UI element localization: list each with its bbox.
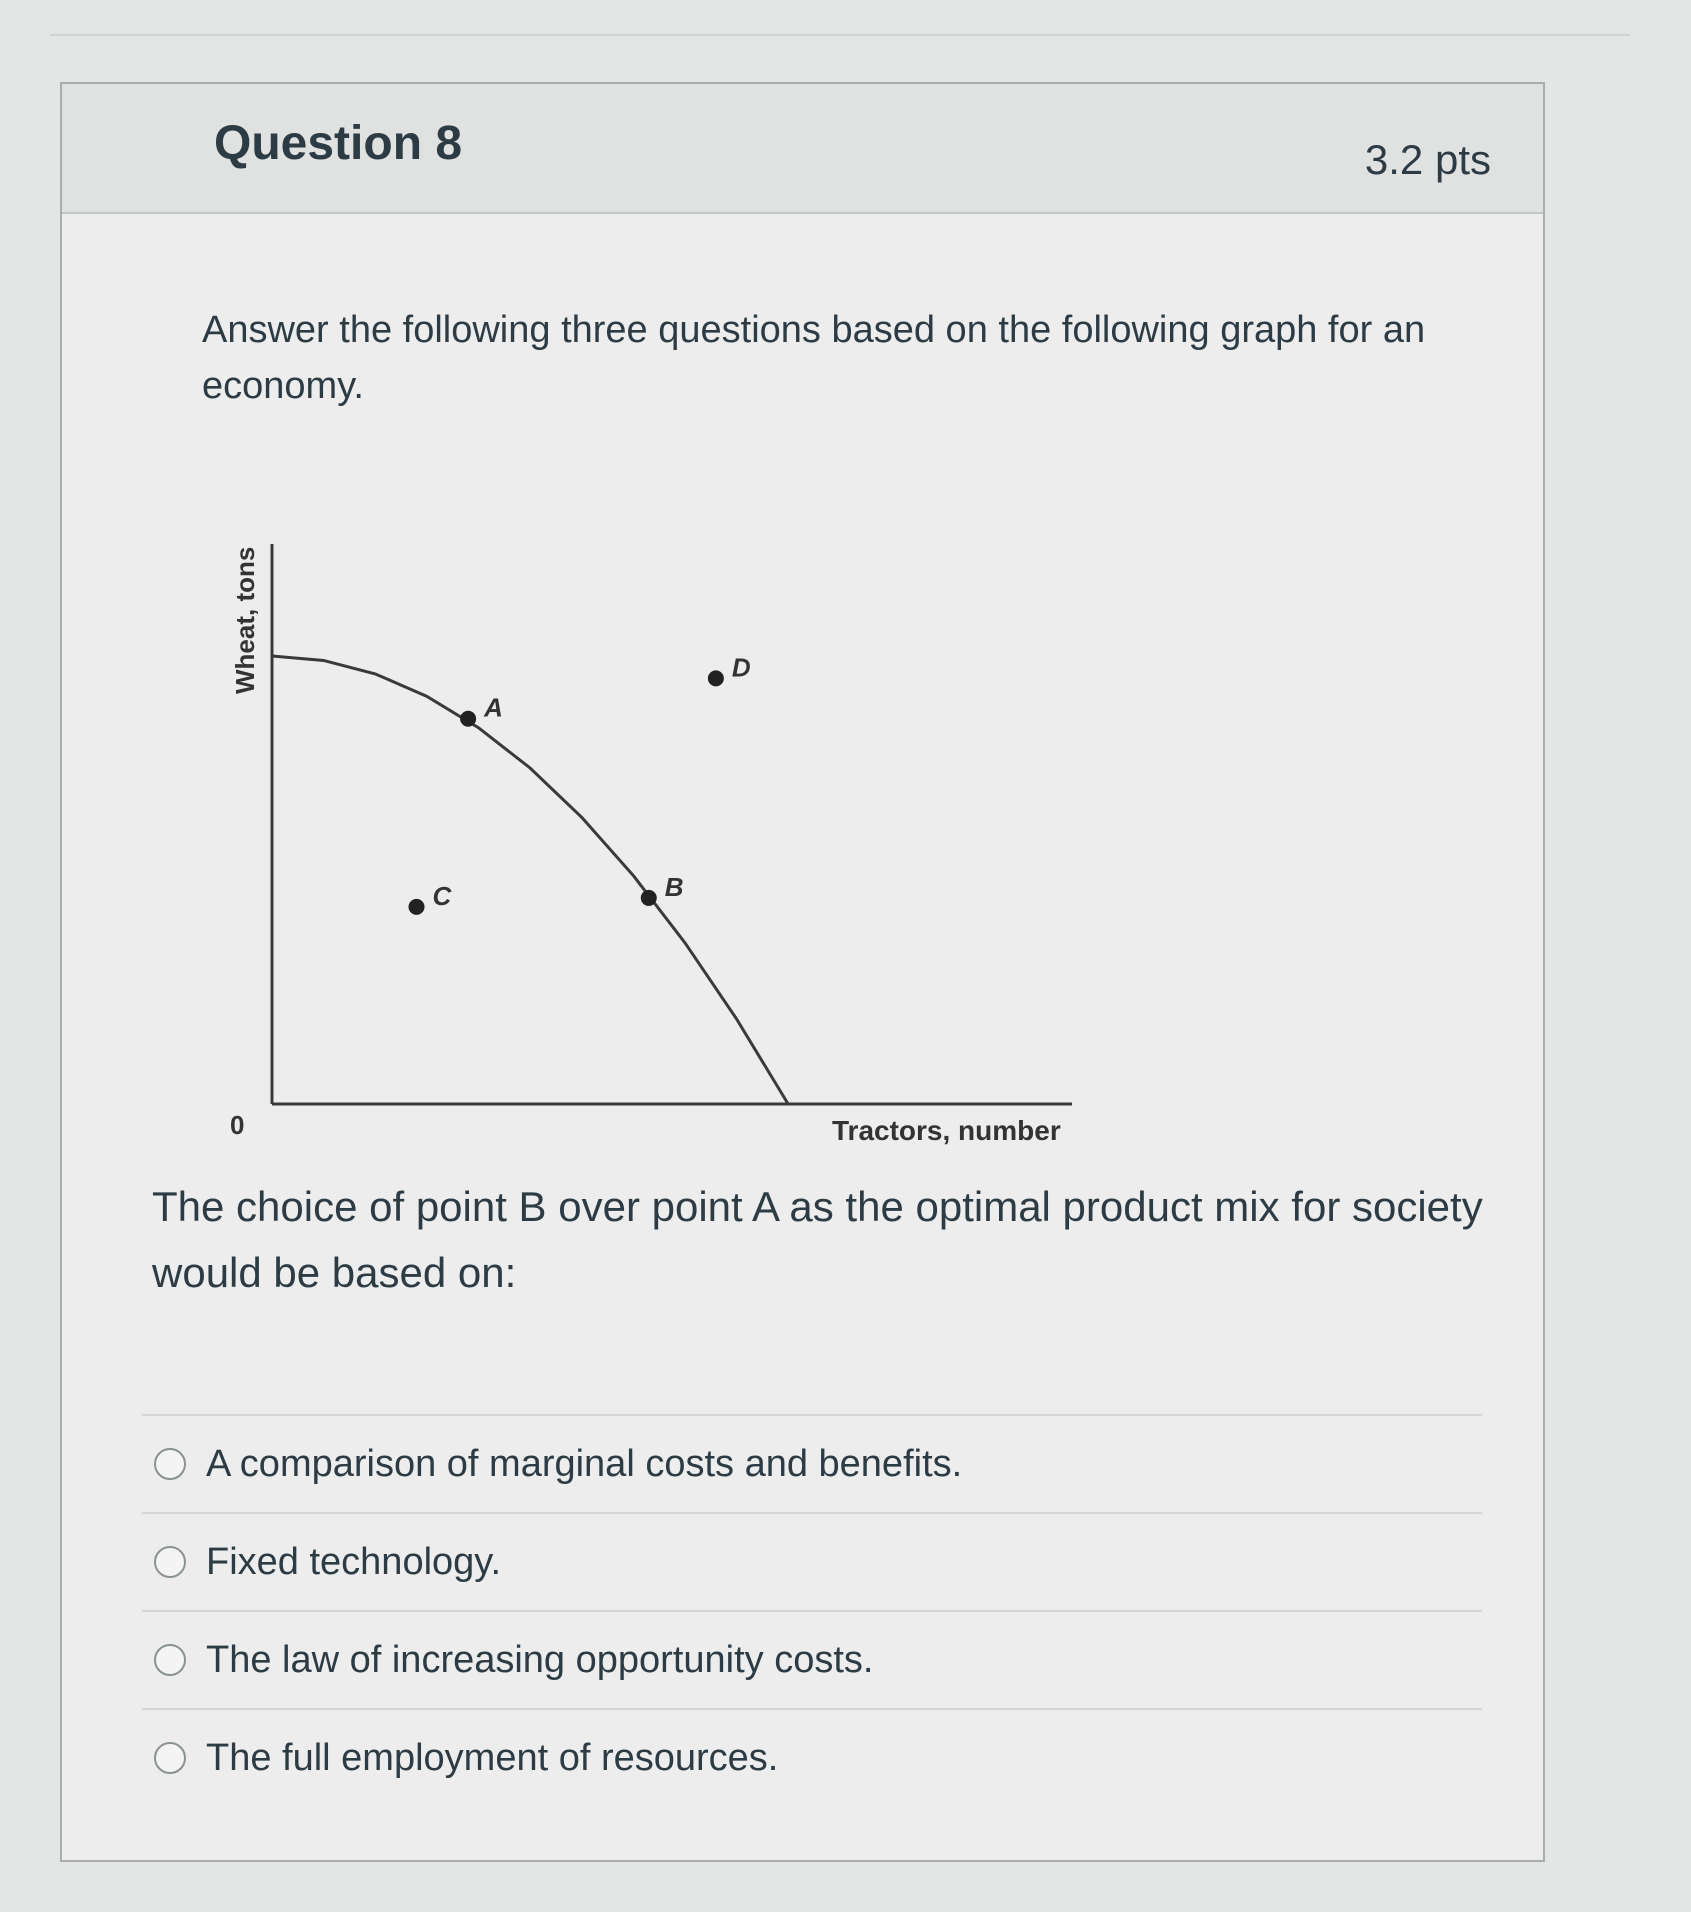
answer-label: The full employment of resources. (206, 1736, 779, 1779)
answer-option[interactable] (142, 1610, 1482, 1708)
answer-option[interactable] (142, 1512, 1482, 1610)
origin-label: 0 (230, 1110, 245, 1140)
question-title: Question 8 (214, 117, 463, 170)
point-c (409, 899, 425, 915)
question-points: 3.2 pts (1364, 136, 1491, 183)
answer-label: The law of increasing opportunity costs. (206, 1638, 874, 1681)
question-card (60, 82, 1545, 1862)
y-axis-label: Wheat, tons (230, 546, 260, 694)
answer-list (142, 1414, 1482, 1806)
question-intro: Answer the following three questions based on the following graph for an economy. (202, 309, 1426, 407)
radio-button[interactable] (154, 1448, 186, 1480)
point-label-d: D (731, 652, 751, 683)
question-prompt: The choice of point B over point A as the optimal product mix for society would be based on: (152, 1183, 1483, 1296)
answer-label: A comparison of marginal costs and benefits. (206, 1442, 963, 1485)
top-divider (50, 34, 1630, 36)
radio-button[interactable] (154, 1742, 186, 1774)
ppf-chart (182, 504, 1082, 1184)
radio-button[interactable] (154, 1546, 186, 1578)
point-label-a: A (484, 692, 503, 723)
point-d (708, 670, 724, 686)
point-b (641, 890, 657, 906)
answer-label: Fixed technology. (206, 1540, 502, 1583)
x-axis-label: Tractors, number (832, 1115, 1061, 1146)
question-header (62, 84, 1543, 214)
radio-button[interactable] (154, 1644, 186, 1676)
answer-option[interactable] (142, 1414, 1482, 1512)
point-label-c: C (432, 880, 452, 911)
point-label-b: B (664, 871, 684, 902)
ppf-curve (272, 656, 788, 1104)
point-a (460, 711, 476, 727)
answer-option[interactable] (142, 1708, 1482, 1806)
